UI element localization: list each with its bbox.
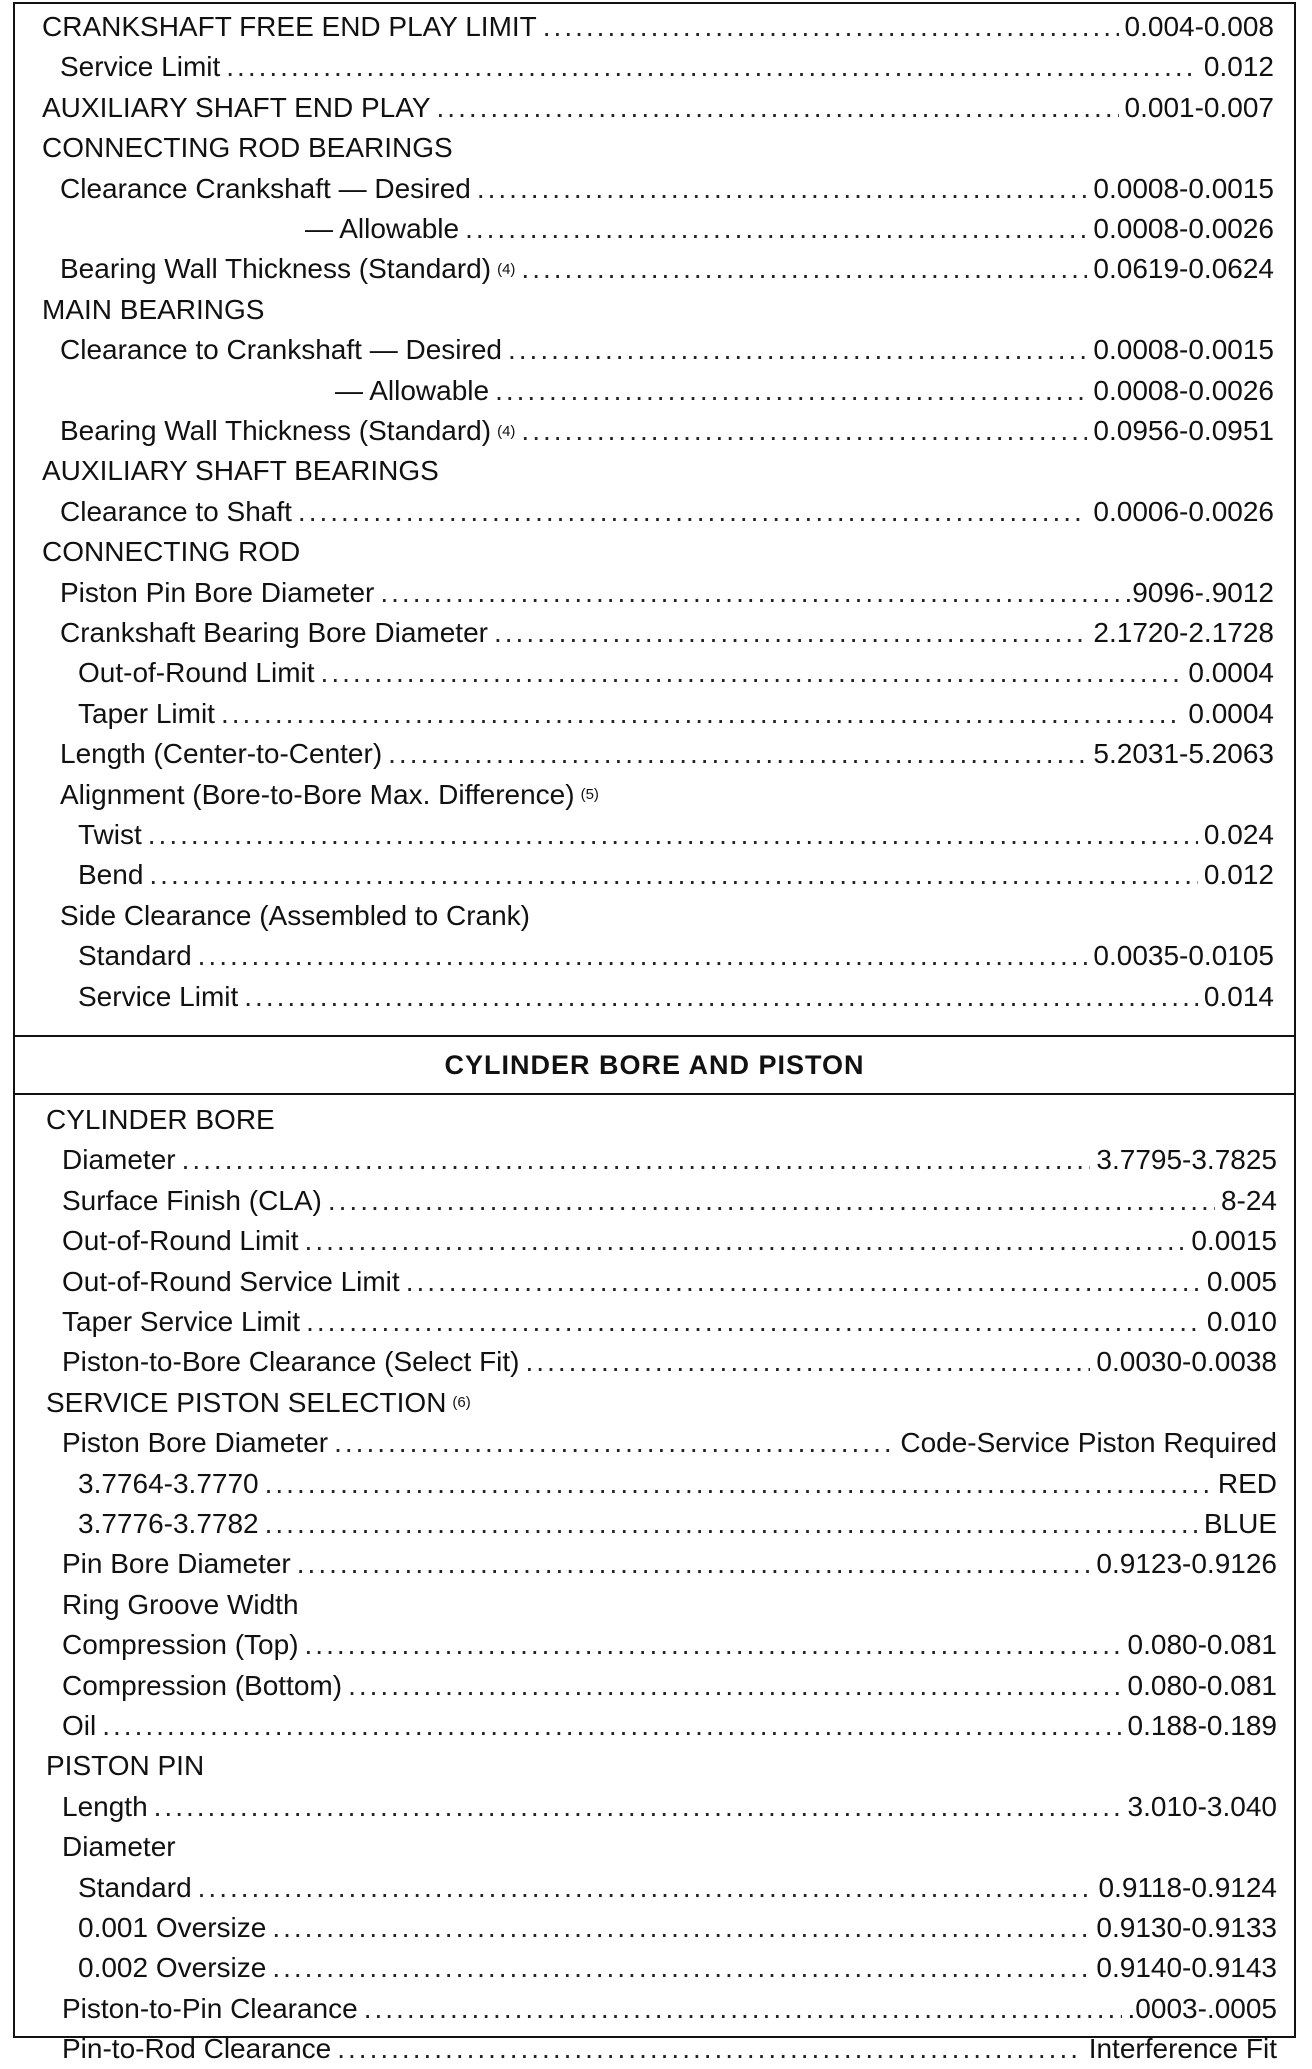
spec-label: SERVICE PISTON SELECTION <box>46 1386 447 1418</box>
spec-value: 8-24 <box>1220 1184 1277 1216</box>
spec-table-lower <box>13 1093 1296 2065</box>
spec-value: 0.0008-0.0015 <box>1093 334 1274 366</box>
spec-value: .9096-.9012 <box>1124 576 1274 608</box>
spec-value: 3.7795-3.7825 <box>1096 1144 1277 1176</box>
dot-leader <box>543 10 1119 44</box>
spec-value: 0.080-0.081 <box>1127 1629 1277 1661</box>
spec-row <box>60 775 1274 815</box>
footnote-ref: (5) <box>580 786 599 804</box>
dot-leader <box>265 1507 1198 1541</box>
spec-label: Length (Center-to-Center) <box>60 738 383 770</box>
spec-label: 0.002 Oversize <box>78 1952 267 1984</box>
spec-row <box>60 47 1274 87</box>
spec-row <box>60 613 1274 653</box>
spec-value: .0003-.0005 <box>1127 1992 1277 2024</box>
spec-label: AUXILIARY SHAFT BEARINGS <box>42 455 439 487</box>
spec-label: Crankshaft Bearing Bore Diameter <box>60 617 488 648</box>
dot-leader <box>437 91 1119 125</box>
spec-value: 0.0035-0.0105 <box>1093 940 1274 972</box>
spec-label: — Allowable <box>335 374 490 406</box>
dot-leader <box>198 939 1088 973</box>
spec-label: Out-of-Round Service Limit <box>62 1265 400 1297</box>
spec-label: Piston-to-Bore Clearance (Select Fit) <box>62 1346 520 1378</box>
dot-leader <box>465 212 1087 246</box>
dot-leader <box>198 1871 1093 1905</box>
spec-label: Pin-to-Rod Clearance <box>62 2033 332 2065</box>
spec-label: Bend <box>78 859 144 891</box>
spec-value: 0.9123-0.9126 <box>1096 1548 1277 1580</box>
spec-label: Standard <box>78 940 192 972</box>
spec-label: Side Clearance (Assembled to Crank) <box>60 899 530 931</box>
spec-label: Diameter <box>62 1144 176 1176</box>
spec-row <box>62 1544 1277 1584</box>
dot-leader <box>221 697 1182 731</box>
dot-leader <box>477 172 1088 206</box>
spec-row <box>62 1706 1277 1746</box>
spec-value: 0.0004 <box>1188 657 1274 689</box>
spec-value: 0.0956-0.0951 <box>1093 415 1274 446</box>
spec-row <box>60 734 1274 774</box>
dot-leader <box>226 50 1198 84</box>
spec-row <box>42 7 1274 47</box>
spec-row <box>60 573 1274 613</box>
spec-label: Oil <box>62 1710 97 1741</box>
spec-row <box>62 1221 1277 1261</box>
dot-leader <box>244 980 1198 1014</box>
spec-row <box>62 1262 1277 1302</box>
spec-table-upper <box>13 2 1296 1037</box>
spec-value: 0.0008-0.0015 <box>1093 172 1274 204</box>
dot-leader <box>526 1345 1091 1379</box>
spec-label: 3.7776-3.7782 <box>78 1508 259 1539</box>
spec-label: 3.7764-3.7770 <box>78 1467 259 1499</box>
spec-row <box>62 1666 1277 1706</box>
dot-leader <box>272 1951 1090 1985</box>
spec-label: Taper Limit <box>78 697 215 729</box>
spec-label: Compression (Bottom) <box>62 1669 343 1701</box>
spec-value: 0.9140-0.9143 <box>1096 1952 1277 1984</box>
spec-value: 0.001-0.007 <box>1124 91 1274 123</box>
dot-leader <box>494 616 1087 650</box>
spec-label: Piston Pin Bore Diameter <box>60 576 375 608</box>
dot-leader <box>297 1547 1091 1581</box>
spec-row <box>78 936 1274 976</box>
spec-row <box>78 653 1274 693</box>
spec-row <box>78 1948 1277 1988</box>
spec-value: 0.0008-0.0026 <box>1093 374 1274 406</box>
spec-label: Piston Bore Diameter <box>62 1427 329 1459</box>
spec-row <box>78 1464 1277 1504</box>
spec-value: 2.1720-2.1728 <box>1093 617 1274 648</box>
spec-value: 0.0004 <box>1188 697 1274 729</box>
dot-leader <box>521 252 1087 286</box>
spec-value: 0.004-0.008 <box>1124 11 1274 42</box>
spec-row <box>62 1342 1277 1382</box>
spec-row <box>62 1302 1277 1342</box>
dot-leader <box>388 737 1087 771</box>
spec-row <box>305 209 1274 249</box>
spec-row <box>60 896 1274 936</box>
spec-label: — Allowable <box>305 213 460 244</box>
footnote-ref: (4) <box>497 422 516 440</box>
spec-label: PISTON PIN <box>46 1750 205 1782</box>
spec-label: Taper Service Limit <box>62 1306 301 1337</box>
spec-value: 0.024 <box>1203 819 1274 850</box>
spec-value: 0.188-0.189 <box>1127 1710 1277 1741</box>
dot-leader <box>305 1628 1122 1662</box>
dot-leader <box>364 1992 1122 2026</box>
spec-label: Standard <box>78 1871 192 1903</box>
spec-label: CONNECTING ROD BEARINGS <box>42 132 453 164</box>
dot-leader <box>305 1224 1186 1258</box>
spec-label: MAIN BEARINGS <box>42 293 265 325</box>
spec-value: RED <box>1217 1467 1277 1499</box>
dot-leader <box>298 495 1087 529</box>
spec-label: Alignment (Bore-to-Bore Max. Difference) <box>60 778 575 810</box>
dot-leader <box>306 1305 1201 1339</box>
dot-leader <box>154 1790 1122 1824</box>
spec-label: Service Limit <box>60 51 221 83</box>
dot-leader <box>495 374 1087 408</box>
dot-leader <box>380 576 1118 610</box>
spec-row <box>78 694 1274 734</box>
spec-label: Ring Groove Width <box>62 1588 299 1620</box>
spec-row <box>42 451 1274 491</box>
spec-row <box>60 492 1274 532</box>
spec-label: Out-of-Round Limit <box>62 1225 299 1257</box>
spec-value: 0.0015 <box>1191 1225 1277 1257</box>
dot-leader <box>521 414 1087 448</box>
spec-label: Pin Bore Diameter <box>62 1548 291 1580</box>
dot-leader <box>265 1467 1212 1501</box>
spec-label: CONNECTING ROD <box>42 536 301 568</box>
dot-leader <box>334 1426 894 1460</box>
dot-leader <box>148 818 1198 852</box>
spec-row <box>60 169 1274 209</box>
spec-label: Out-of-Round Limit <box>78 657 315 689</box>
spec-value: 0.005 <box>1206 1265 1277 1297</box>
dot-leader <box>272 1911 1090 1945</box>
dot-leader <box>102 1709 1121 1743</box>
spec-value: 0.012 <box>1203 859 1274 891</box>
spec-label: Clearance Crankshaft — Desired <box>60 172 471 204</box>
dot-leader <box>406 1265 1201 1299</box>
spec-row <box>42 128 1274 168</box>
section-header-cylinder-bore-and-piston <box>13 1035 1296 1095</box>
spec-label: 0.001 Oversize <box>78 1912 267 1943</box>
spec-value: 0.0008-0.0026 <box>1093 213 1274 244</box>
spec-row <box>62 1625 1277 1665</box>
spec-value: 0.9130-0.9133 <box>1096 1912 1277 1943</box>
spec-value: 0.014 <box>1203 980 1274 1012</box>
spec-value: 0.010 <box>1206 1306 1277 1337</box>
footnote-ref: (4) <box>497 260 516 278</box>
spec-label: CYLINDER BORE <box>46 1104 275 1135</box>
dot-leader <box>337 2032 1082 2066</box>
spec-value: 0.0006-0.0026 <box>1093 495 1274 527</box>
dot-leader <box>508 333 1087 367</box>
spec-value: 0.080-0.081 <box>1127 1669 1277 1701</box>
dot-leader <box>321 656 1183 690</box>
spec-row <box>78 1504 1277 1544</box>
spec-row <box>62 1787 1277 1827</box>
spec-value: Interference Fit <box>1088 2033 1277 2065</box>
spec-row <box>78 855 1274 895</box>
dot-leader <box>149 858 1198 892</box>
spec-value: 0.9118-0.9124 <box>1098 1871 1277 1903</box>
spec-row <box>78 815 1274 855</box>
spec-row <box>62 1585 1277 1625</box>
section-header-title: CYLINDER BORE AND PISTON <box>444 1049 865 1080</box>
spec-value: 0.012 <box>1203 51 1274 83</box>
spec-row <box>62 1827 1277 1867</box>
spec-label: Surface Finish (CLA) <box>62 1184 322 1216</box>
dot-leader <box>182 1143 1091 1177</box>
spec-label: CRANKSHAFT FREE END PLAY LIMIT <box>42 11 537 42</box>
spec-row <box>42 532 1274 572</box>
dot-leader <box>348 1669 1121 1703</box>
spec-row <box>62 2029 1277 2069</box>
spec-label: Compression (Top) <box>62 1629 299 1661</box>
spec-label: Twist <box>78 819 142 850</box>
spec-value: Code-Service Piston Required <box>900 1427 1277 1459</box>
spec-row <box>62 1181 1277 1221</box>
spec-row <box>60 411 1274 451</box>
spec-row <box>42 88 1274 128</box>
spec-value: 0.0619-0.0624 <box>1093 253 1274 285</box>
spec-label: Bearing Wall Thickness (Standard) <box>60 415 492 446</box>
spec-label: Length <box>62 1790 148 1822</box>
spec-row <box>62 1423 1277 1463</box>
spec-value: 0.0030-0.0038 <box>1096 1346 1277 1378</box>
spec-value: 5.2031-5.2063 <box>1093 738 1274 770</box>
footnote-ref: (6) <box>452 1394 471 1412</box>
spec-row <box>78 977 1274 1017</box>
spec-label: Diameter <box>62 1831 176 1863</box>
spec-value: BLUE <box>1203 1508 1277 1539</box>
spec-row <box>335 371 1274 411</box>
spec-label: Service Limit <box>78 980 239 1012</box>
spec-row <box>78 1908 1277 1948</box>
spec-row <box>46 1100 1277 1140</box>
spec-row <box>60 330 1274 370</box>
spec-row <box>60 249 1274 289</box>
spec-row <box>62 1140 1277 1180</box>
spec-value: 3.010-3.040 <box>1127 1790 1277 1822</box>
spec-row <box>62 1989 1277 2029</box>
spec-row <box>42 290 1274 330</box>
spec-label: Bearing Wall Thickness (Standard) <box>60 253 492 285</box>
spec-label: Clearance to Shaft <box>60 495 292 527</box>
spec-label: Piston-to-Pin Clearance <box>62 1992 358 2024</box>
spec-label: Clearance to Crankshaft — Desired <box>60 334 502 366</box>
spec-row <box>78 1868 1277 1908</box>
spec-row <box>46 1746 1277 1786</box>
spec-row <box>46 1383 1277 1423</box>
spec-label: AUXILIARY SHAFT END PLAY <box>42 91 431 123</box>
dot-leader <box>328 1184 1215 1218</box>
